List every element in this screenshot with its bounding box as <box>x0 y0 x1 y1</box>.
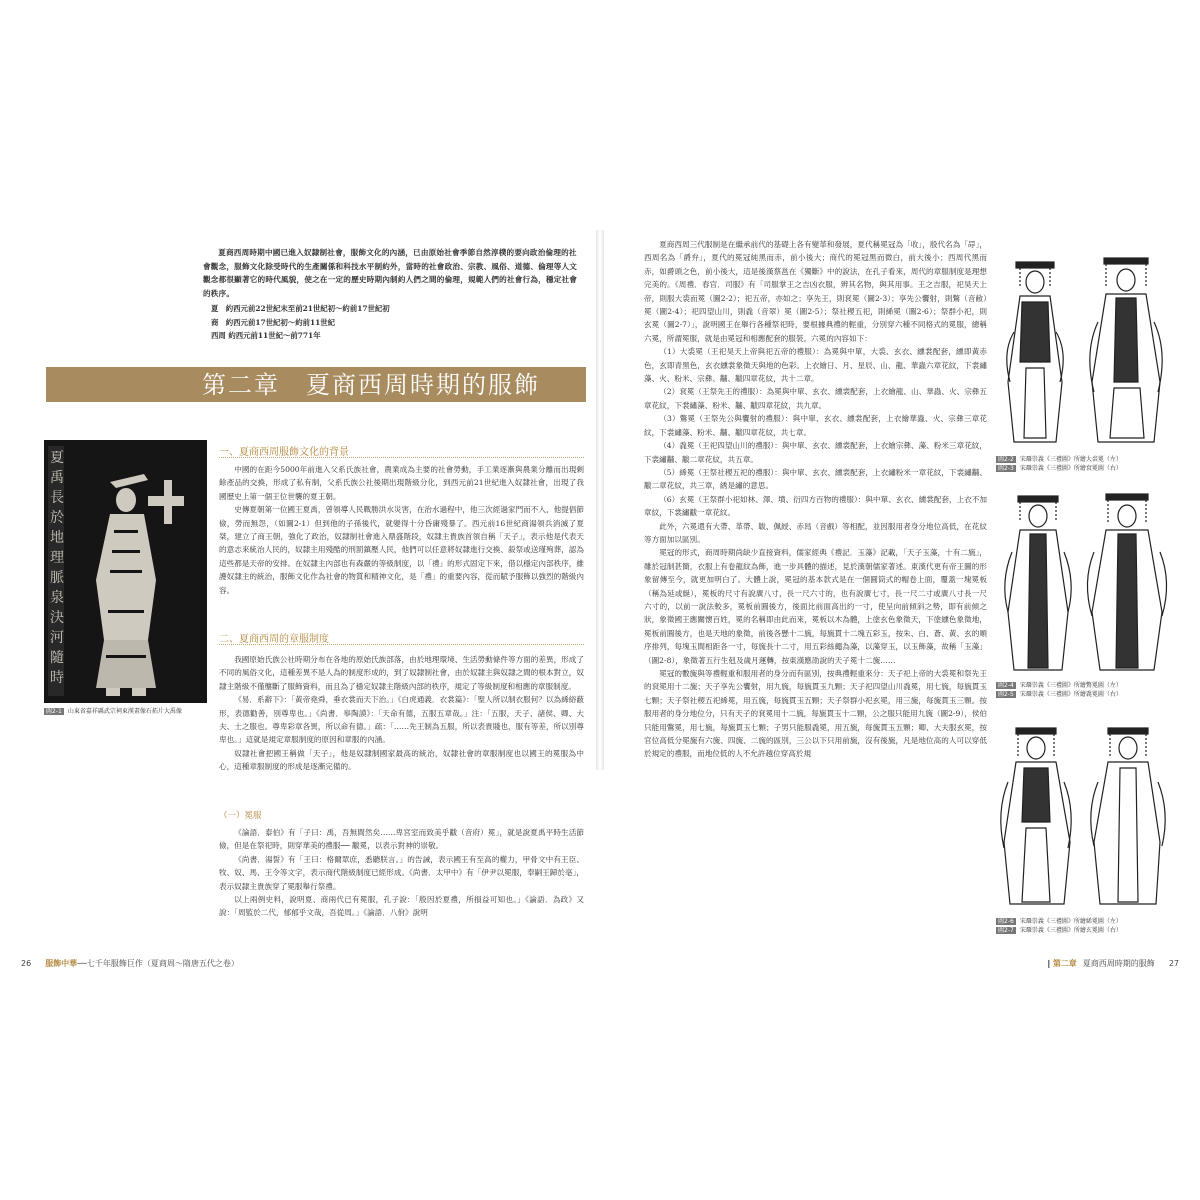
footer-chapter: 第二章 <box>1052 959 1077 968</box>
left-page <box>0 0 596 1200</box>
footer-left <box>21 958 239 969</box>
figure-bimian-cuimian-illustration <box>994 482 1184 678</box>
page-number: 27 <box>1168 959 1179 968</box>
figure-tag: 圖2-1 <box>46 708 62 715</box>
svg-text:地: 地 <box>50 530 64 546</box>
right-body: 夏商西周三代服制是在繼承前代的基礎上各有變革和發展，夏代稱冕冠為「收」，殷代名為「冔」，西周名為「爵弁」，夏代的冕冠純黑而赤，前小後大；商代的冕冠黑而微白，前大後小；西周代黑而赤，如爵頭之色，前小後大，這是後漢蔡邕在《獨斷》中的說法，在孔子看來，周代的章服制度是理想完美的。《周禮．春官．司服》有「司服掌王之吉凶衣服，辨其名物，與其用事。王之吉服，祀昊天上帝，則服大裘而冕（圖2-2）；祀五帝，亦如之；享先王，則袞冕（圖2-3）；享先公饗射，則鷩（音敝）冕（圖2-4）；祀四望山川，則毳（音翠）冕（圖2-5）；祭社稷五祀，則絺冕（圖2-6）；祭群小祀，則玄冕（圖2-7）」，說明國王在舉行各種祭祀時，要根據典禮的輕重，分別穿六種不同格式的冕服，總稱六冕，所謂冕服，就是由冕冠和相應配套的服裝。六冕的內容如下： （1）大裘冕（王祀昊天上帝與祀五帝的禮服）：為冕與中單，大裘、玄衣、纁裳配套，纁即黃赤色，玄即青黑色，玄衣纁裳象徵天與地的色彩。上衣繪日、月、星辰、山、龍、華蟲六章花紋，下裳繡藻、火、粉米、宗彝、黼、黻四章花紋，共十二章。 （2）袞冕（王祭先王的禮服）：為冕與中單、玄衣、纁裳配套，上衣繪龍、山、華蟲、火、宗彝五章花紋，下裳繡藻、粉米、黼、黻四章花紋，共九章。 （3）鷩冕（王祭先公與饗射的禮服）：與中單、玄衣、纁裳配套，上衣繪華蟲、火、宗彝三章花紋，下裳繡藻、粉米、黼、黻四章花紋，共七章。 （4）毳冕（王祀四望山川的禮服）：與中單、玄衣、纁裳配套，上衣繪宗彝、藻、粉米三章花紋，下裳繡黼、黻二章花紋，共五章。 （5）絺冕（王祭社稷五祀的禮服）：與中單、玄衣、纁裳配套，上衣繡粉米一章花紋，下裳繡黼、黻二章花紋，共三章，綉是繡的意思。 （6）玄冕（王祭群小祀如林、澤、墳、衍四方百物的禮服）：與中單、玄衣、纁裳配套，上衣不加章紋，下裳繡黻一章花紋。 此外，六冕還有大帶、革帶、韍、佩綬、赤舄（音戲）等相配，並因服用者身分地位高低，在花紋等方面加以區別。 冕冠的形式，商周時期尚缺少直接資料，儒家經典《禮記．玉藻》記載，「天子玉藻，十有二旒」，雖於冠制甚簡，衣服上有卷龍紋為飾，進一步具體的描述，見於漢朝儒家著述。東漢代更有帝王圖的形象留傳至今，就更加明白了。大體上說，冕冠的基本款式是在一個圓筒式的帽卷上面，覆蓋一塊冕板（稱為延或綖），冕板的尺寸有說廣八寸，長一尺六寸的，也有說廣七寸，長一尺二寸或廣八寸長一尺六寸的，以前一說法較多，冕板前圓後方，後面比前面高出約一寸，使呈向前傾斜之勢，即有前傾之狀，象徵國王應關懷百姓，冕的名稱即由此而來，冕板以木為體，上塗玄色象徵天，下塗纁色象徵地，冕板前圓後方，也是天地的象徵，前後各懸十二旒，每旒貫十二塊五彩玉，按朱、白、蒼、黃、玄的順序排列，每塊玉間相距各一寸，每旒長十二寸，用五彩絲繩為藻，以藻穿玉，以玉飾藻，故稱「玉藻」（圖2-8），象徵著五行生剋及歲月運轉，按東漢應劭說的天子冕十二旒…… 冕冠的數旒與等禮輕重和服用者的身分而有區別，按典禮輕重來分：天子祀上帝的大裘冕和祭先王的袞冕用十二旒；天子享先公饗射，用九旒，每旒貫玉九顆；天子祀四望山川毳冕，用七旒，每旒貫玉七顆；天子祭社稷五祀絺冕，用五旒，每旒貫玉五顆；天子祭群小祀玄冕，用三旒，每旒貫玉三顆。按服用者的身分地位分，只有天子的袞冕用十二旒，每旒貫玉十二顆，公之服只能用九旒（圖2-9），侯伯只能用鷩冕，用七旒，每旒貫玉七顆；子男只能服毳冕，用五旒，每旒貫玉五顆；卿、大夫服玄冕，按官位高低分冕旒有六旒、四旒、二旒的區別，三公以下只用前旒，沒有後旒，凡是地位高的人可以穿低於規定的禮服，而地位低的人不允許越位穿高於規 <box>644 240 987 759</box>
figure-ximian-xuanmian-illustration <box>994 712 1184 912</box>
book-gutter <box>596 230 604 770</box>
figure-1-caption: 圖2-1 山東省嘉祥縣武宗祠東漢畫像石拓片大禹像 <box>46 708 182 715</box>
footer-right: | 第二章 夏商西周時期的服飾 27 <box>1047 959 1179 968</box>
book-brand: 服飾中華 <box>45 959 78 968</box>
figure-2-6-caption: 圖2-6 宋聶崇義《三禮圖》所繪絺冕圖（左） 圖2-7 宋聶崇義《三禮圖》所繪玄冕圖（右） <box>998 918 1122 934</box>
section-1-body: 中國的在距今5000年前進入父系氏族社會，農業成為主要的社會勞動，手工業逐漸與農業分離而出現剩餘產品的交換，形成了私有制，父系氏族公社後期出現階級分化，到西元前21世紀進入奴隸社會，出現了我國歷史上第一個王位世襲的夏王朝。 史傳夏朝第一位國王夏禹，曾領導人民戰勝洪水災害，在治水過程中，他三次經過家門而不入，他提倡節儉，勞而無怨，（如圖2-1）但到他的子孫後代，就變得十分昏庸殘暴了。西元前16世紀商湯領兵消滅了夏桀，建立了商王朝，強化了政治，奴隸制社會進入鼎盛階段，奴隸主貴族首領自稱「天子」，表示他是代表天的意志來統治人民的，奴隸主用殘酷的刑罰鎮壓人民，他們可以任意將奴隸進行交換、殺祭或送瑾殉葬，認為這些都是天帝的安排。在奴隸主內部也有森嚴的等級制度，以「禮」的形式固定下來，借以穩定內部秩序，維護奴隸主的統治，服飾文化作為社會的物質和精神文化，是「禮」的重要內容，從而賦予服飾以強烈的階級內容。 <box>219 465 584 595</box>
svg-text:河: 河 <box>50 630 64 646</box>
svg-text:禹: 禹 <box>50 470 64 486</box>
timeline <box>211 302 511 343</box>
intro-text: 夏商西周時期中國已進入奴隸制社會，服飾文化的內涵，已由原始社會季節自然淳樸的要向政治倫理的社會觀念，服飾文化除受時代的生產關係和科技水平制約外，當時的社會政治、宗教、風俗、道德、倫理等人文觀念都很顯著它的時代風貌，使之在一定的歷史時期內制約人們之間的倫理，規範人們的社會行為，穩定社會的秩序。 <box>203 248 578 298</box>
svg-text:脈: 脈 <box>50 570 64 586</box>
timeline-xia: 夏 約西元前22世紀末至前21世紀初～約前17世紀初 <box>211 304 390 313</box>
subsection-heading: （一）冕服 <box>219 811 262 821</box>
svg-text:隨: 隨 <box>50 650 64 666</box>
svg-text:理: 理 <box>50 550 64 566</box>
figure-dagiu-gunmian-illustration <box>994 242 1184 452</box>
figure-2-2-caption: 圖2-2 宋聶崇義《三禮圖》所繪大裘冕（左） 圖2-3 宋聶崇義《三禮圖》所繪袞冕圖（右） <box>998 456 1122 472</box>
svg-text:夏: 夏 <box>50 450 64 466</box>
figure-dayu-rubbing <box>44 440 207 703</box>
footer-chapter-title: 夏商西周時期的服飾 <box>1082 959 1155 968</box>
svg-text:泉: 泉 <box>50 590 64 606</box>
subsection-body: 《論語．泰伯》有「子曰：禹，吾無間然矣……卑宮室而致美乎黻（音府）冕」，就是說夏禹平時生活節儉，但是在祭祀時，則穿華美的禮服── 黻冕，以表示對神的崇敬。 《尚書．湯誓》有「王曰：格爾眾庶，悉聽朕言。」的告誡，表示國王有至高的權力，甲骨文中有王臣、牧、奴、馬、王令等文字，表示商代階級制度已經形成。《尚書．太甲中》有「伊尹以冕服，奉嗣王歸於亳」，表示奴隸主貴族穿了冕服舉行祭禮。 以上兩例史料，說明夏、商兩代已有冕服，孔子說：「殷因於夏禮，所損益可知也。」《論語．為政》又說：「周監於二代，郁郁乎文哉，吾從周。」《論語．八佾》說明 <box>219 828 584 918</box>
book-subtitle: ──七千年服飾巨作（夏商周～隋唐五代之卷） <box>77 959 239 968</box>
section-2-heading: 二、夏商西周的章服制度 <box>219 634 329 645</box>
svg-text:於: 於 <box>50 510 64 526</box>
svg-text:決: 決 <box>50 610 64 626</box>
section-2-rule <box>219 644 584 645</box>
section-2-body: 我國原始氏族公社時期分布在各地的原始氏族部落，由於地理環境、生活勞動條件等方面的差異，形成了不同的風俗文化，這種差異不是人為的制度形成的，到了奴隸制社會，由於奴隸主與奴隸之間的根本對立，奴隸主階級不僅壟斷了服飾資料，而且為了穩定奴隸主階級內部的秩序，規定了等級制度和相應的章服制度。 《易．系辭下》：「黃帝堯舜，垂衣裳而天下治。」《白虎通義．衣裳篇》：「聖人所以制衣服何？以為絺綌蔽形，表德勸善，別尊卑也。」《尚書．皋陶謨》：「天命有德，五服五章哉。」注：「五服，天子、諸侯、卿、大夫、士之服也。尊卑彩章各異，所以命有德。」疏：「……先王制為五服，所以表貴賤也，服有等差，所以別尊卑也。」這就是規定章服制度的原因和章服的內涵。 奴隸社會把國王稱做「天子」，他是奴隸制國家最高的統治，奴隸社會的章服制度也以國王的冕服為中心，這種章服制度的形成是逐漸完備的。 <box>219 655 584 772</box>
timeline-shang: 商 約西元前17世紀初～約前11世紀 <box>211 317 336 327</box>
section-1-rule <box>219 457 584 458</box>
chapter-title: 第二章 夏商西周時期的服飾 <box>202 371 540 399</box>
section-1-heading: 一、夏商西周服飾文化的背景 <box>219 447 349 458</box>
figure-2-4-caption: 圖2-4 宋聶崇義《三禮圖》所繪鷩冕圖（左） 圖2-5 宋聶崇義《三禮圖》所繪毳冕圖（右） <box>998 682 1122 698</box>
svg-text:長: 長 <box>50 490 64 506</box>
right-page <box>604 0 1200 1200</box>
page-number: 26 <box>21 959 32 968</box>
svg-text:時: 時 <box>50 670 64 686</box>
timeline-zhou: 西周 約西元前11世紀～前771年 <box>211 331 321 340</box>
